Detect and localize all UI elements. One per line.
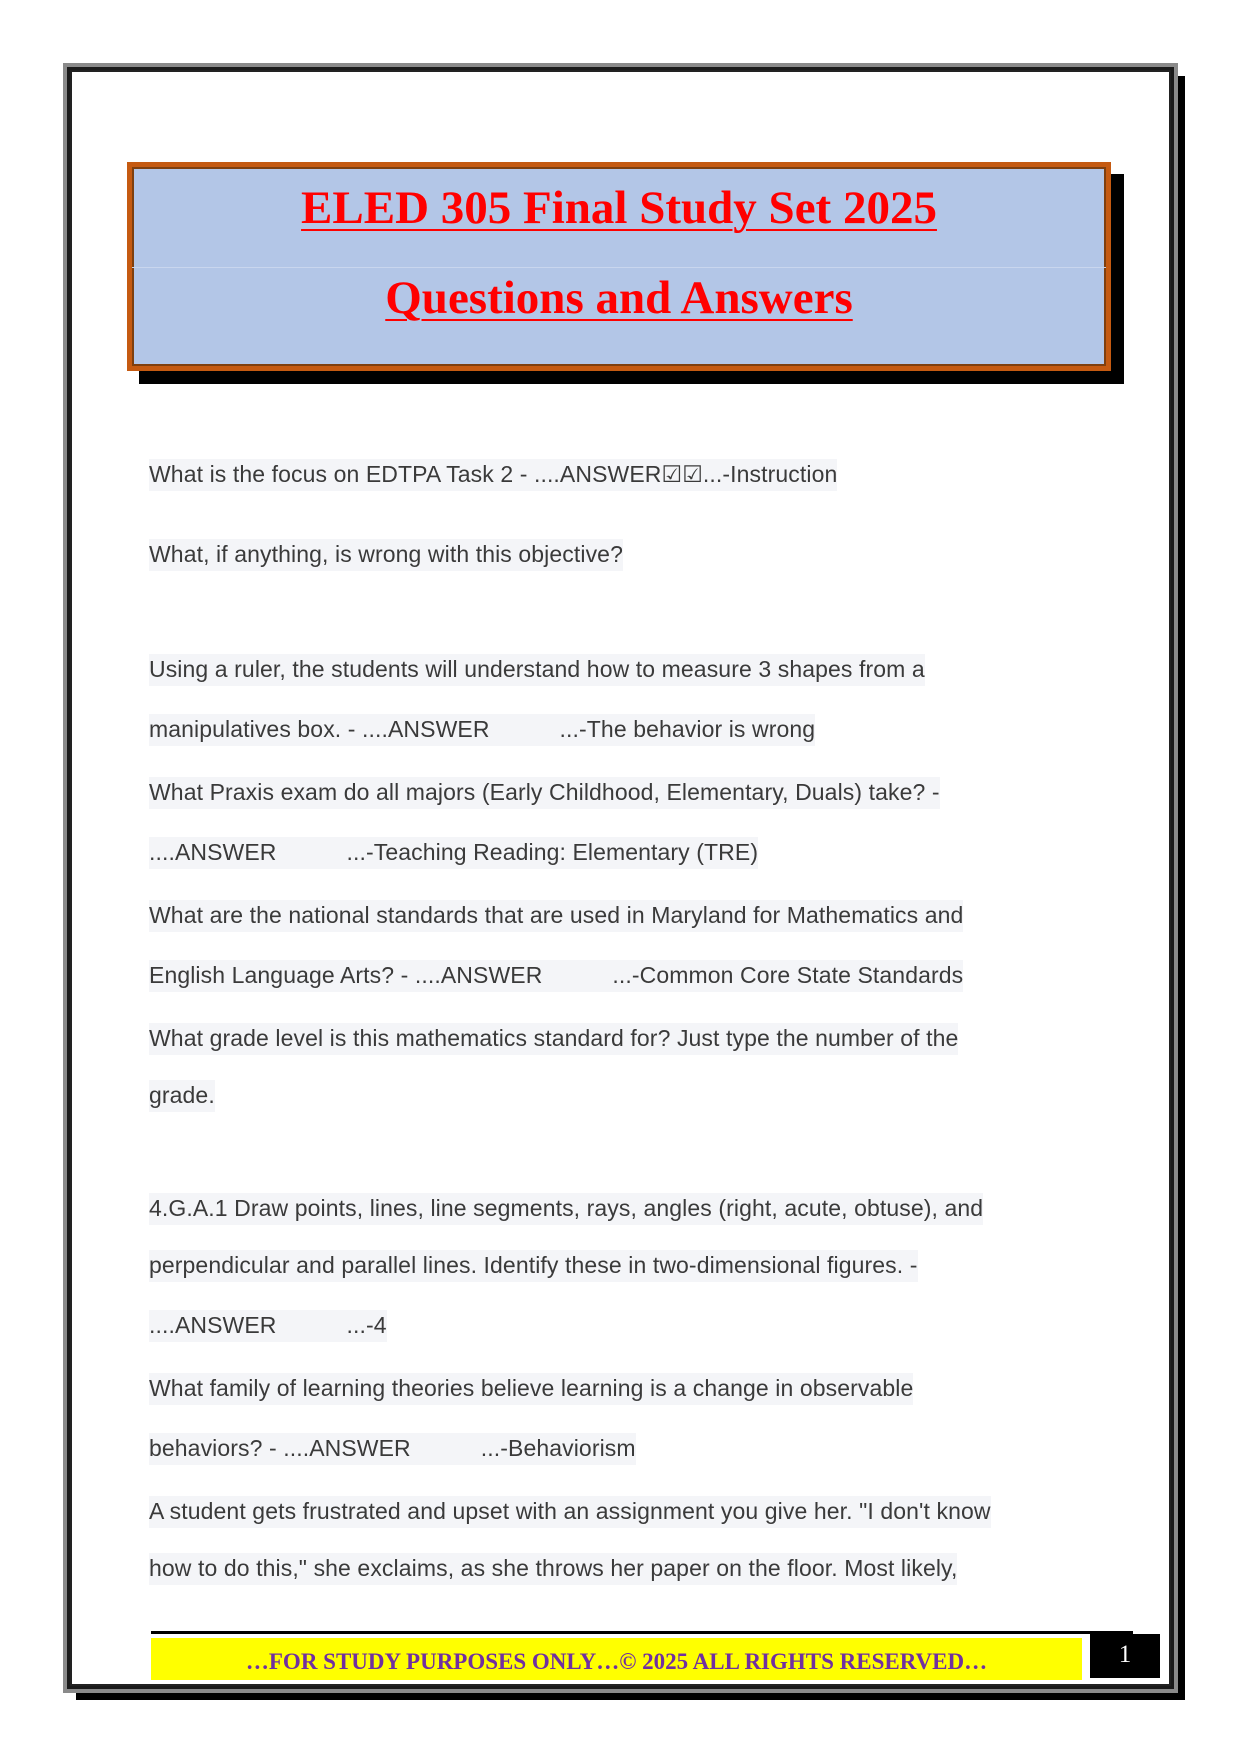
text-line: grade. <box>149 1080 215 1112</box>
footer-notice: …FOR STUDY PURPOSES ONLY…© 2025 ALL RIGHTS RESERVED… <box>151 1638 1082 1680</box>
footer-rule <box>151 1631 1133 1634</box>
text-line: What are the national standards that are used in Maryland for Mathematics and <box>149 900 963 932</box>
text-line: What grade level is this mathematics standard for? Just type the number of the <box>149 1023 958 1055</box>
title-box <box>127 162 1111 371</box>
text-line: What is the focus on EDTPA Task 2 - ....ANSWER☑☑...-Instruction <box>149 459 837 491</box>
text-line: ....ANSWER ...-Teaching Reading: Elementary (TRE) <box>149 837 758 869</box>
document-subtitle: Questions and Answers <box>385 272 853 324</box>
text-line: behaviors? - ....ANSWER ...-Behaviorism <box>149 1433 636 1465</box>
text-line: 4.G.A.1 Draw points, lines, line segments, rays, angles (right, acute, obtuse), and <box>149 1193 983 1225</box>
text-line: ....ANSWER ...-4 <box>149 1310 387 1342</box>
text-line: Using a ruler, the students will understand how to measure 3 shapes from a <box>149 654 925 686</box>
text-line: manipulatives box. - ....ANSWER ...-The behavior is wrong <box>149 714 815 746</box>
text-line: What, if anything, is wrong with this objective? <box>149 539 623 571</box>
text-line: English Language Arts? - ....ANSWER ...-Common Core State Standards <box>149 960 963 992</box>
text-line: perpendicular and parallel lines. Identify these in two-dimensional figures. - <box>149 1250 918 1282</box>
document-title: ELED 305 Final Study Set 2025 <box>301 182 937 234</box>
title-divider <box>132 267 1106 268</box>
text-line: What family of learning theories believe learning is a change in observable <box>149 1373 913 1405</box>
page-number: 1 <box>1090 1634 1160 1678</box>
text-line: A student gets frustrated and upset with an assignment you give her. "I don't know <box>149 1496 991 1528</box>
text-line: What Praxis exam do all majors (Early Childhood, Elementary, Duals) take? - <box>149 777 940 809</box>
text-line: how to do this," she exclaims, as she throws her paper on the floor. Most likely, <box>149 1553 957 1585</box>
